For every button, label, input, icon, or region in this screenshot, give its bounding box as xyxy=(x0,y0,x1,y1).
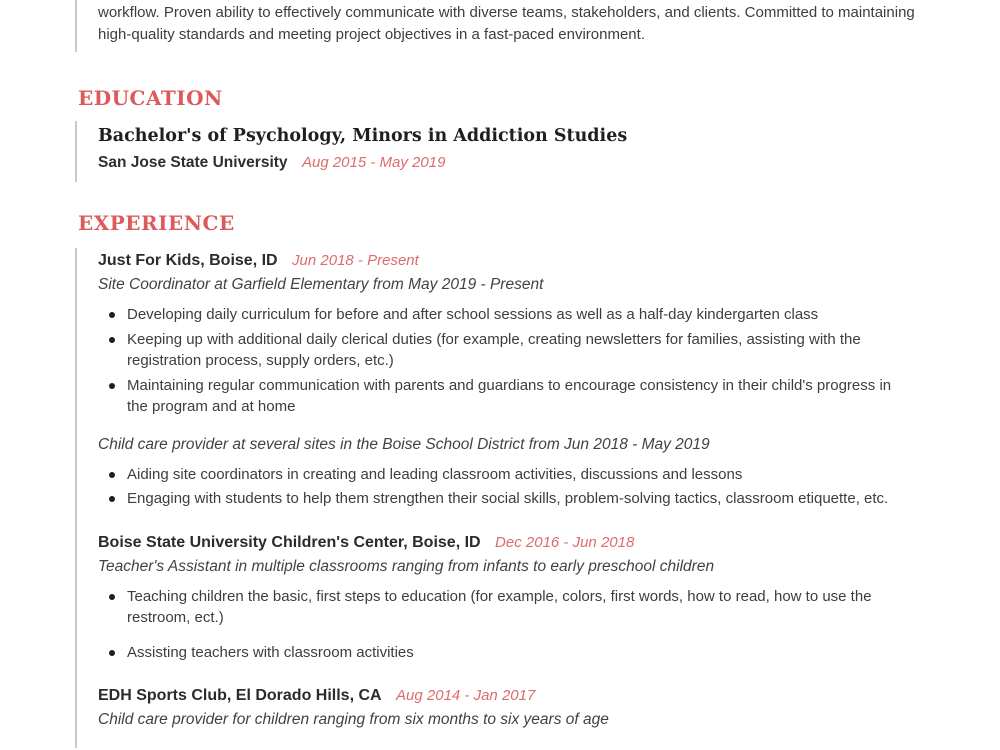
bullet-item xyxy=(98,329,910,372)
bullet-list xyxy=(98,586,910,664)
company-name: Just For Kids, Boise, ID xyxy=(98,252,278,269)
education-dates: Aug 2015 - May 2019 xyxy=(301,154,446,171)
company-name: EDH Sports Club, El Dorado Hills, CA xyxy=(98,687,382,704)
company-name: Boise State University Children's Center, Boise, ID xyxy=(98,533,481,551)
summary-text: workflow. Proven ability to effectively communicate with diverse teams, stakeholders, and clients. Committed to maintaining high-quality standards and meeting project objectives in a fast-paced environment. xyxy=(98,4,915,43)
role-title: Teacher's Assistant in multiple classrooms ranging from infants to early preschool children xyxy=(98,557,715,575)
bullet-list xyxy=(98,304,910,418)
job-dates: Aug 2014 - Jan 2017 xyxy=(396,687,536,704)
job-entry-edh-sports-club xyxy=(98,685,1000,730)
bullet-text: Aiding site coordinators in creating and leading classroom activities, discussions and lessons xyxy=(127,465,743,483)
bullet-text: Assisting teachers with classroom activities xyxy=(127,643,414,661)
bullet-text: Keeping up with additional daily clerical duties (for example, creating newsletters for families, assisting with the registration process, supply orders, etc.) xyxy=(127,330,861,369)
role-title: Child care provider for children ranging from six months to six years of age xyxy=(98,711,609,728)
bullet-text: Maintaining regular communication with parents and guardians to encourage consistency in their child's progress in the program and at home xyxy=(127,376,892,415)
experience-heading: EXPERIENCE xyxy=(78,211,235,235)
bullet-item xyxy=(98,304,910,326)
bullet-list xyxy=(98,464,910,510)
bullet-item xyxy=(98,375,910,418)
bullet-text: Developing daily curriculum for before and after school sessions as well as a half-day kindergarten class xyxy=(127,306,819,323)
company-row xyxy=(98,250,1000,272)
role-title: Site Coordinator at Garfield Elementary from May 2019 - Present xyxy=(98,276,544,293)
bullet-item xyxy=(98,464,910,486)
summary-section xyxy=(75,0,1000,52)
company-row xyxy=(98,685,1000,707)
company-row xyxy=(98,532,1000,554)
job-dates: Dec 2016 - Jun 2018 xyxy=(495,533,635,551)
school-name: San Jose State University xyxy=(98,154,288,171)
bullet-item xyxy=(98,488,910,510)
bullet-item xyxy=(98,586,910,629)
bullet-dot-icon xyxy=(109,337,115,343)
education-entry xyxy=(75,121,1000,182)
degree-title: Bachelor's of Psychology, Minors in Addiction Studies xyxy=(98,126,628,146)
bullet-text: Engaging with students to help them strengthen their social skills, problem-solving tactics, classroom etiquette, etc. xyxy=(127,490,889,507)
bullet-item xyxy=(98,642,910,664)
job-dates: Jun 2018 - Present xyxy=(292,252,419,269)
bullet-dot-icon xyxy=(109,496,115,502)
bullet-text: Teaching children the basic, first steps to education (for example, colors, first words, how to read, how to use the restroom, ect.) xyxy=(127,587,872,626)
bullet-dot-icon xyxy=(109,383,115,389)
education-heading: EDUCATION xyxy=(78,86,223,110)
bullet-dot-icon xyxy=(109,594,115,600)
education-subline xyxy=(98,152,1000,174)
bullet-dot-icon xyxy=(109,472,115,478)
job-entry-just-for-kids xyxy=(98,250,1000,510)
job-entry-boise-state-childrens-center xyxy=(98,532,1000,664)
bullet-dot-icon xyxy=(109,312,115,318)
experience-section xyxy=(75,248,1000,748)
role-title: Child care provider at several sites in the Boise School District from Jun 2018 - May 2019 xyxy=(98,435,710,453)
bullet-dot-icon xyxy=(109,650,115,656)
